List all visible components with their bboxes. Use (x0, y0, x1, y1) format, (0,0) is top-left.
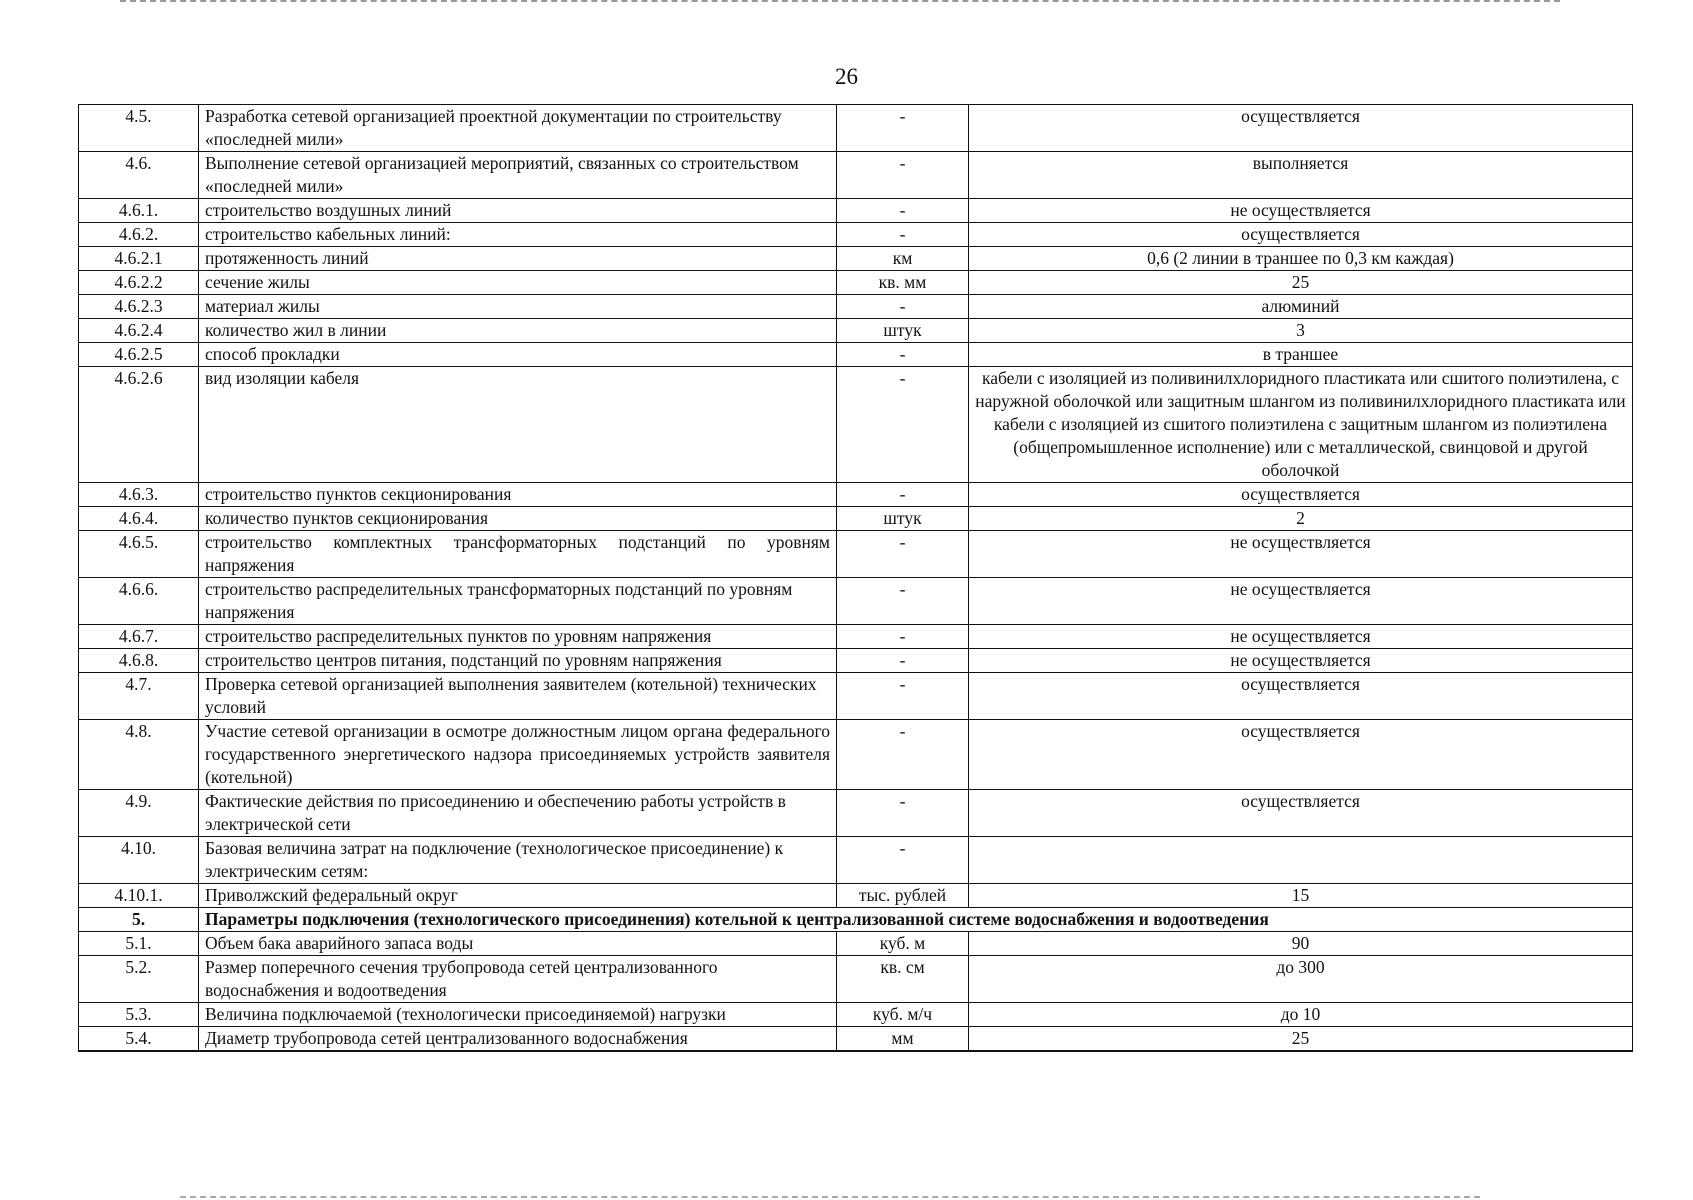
row-unit: - (837, 649, 969, 673)
table-row (79, 483, 1633, 507)
row-name: строительство пунктов секционирования (199, 483, 837, 507)
row-value: до 300 (969, 956, 1633, 1003)
table-row (79, 247, 1633, 271)
table-row (79, 105, 1633, 152)
row-value (969, 837, 1633, 884)
row-value: осуществляется (969, 720, 1633, 790)
table-row (79, 673, 1633, 720)
row-value: не осуществляется (969, 531, 1633, 578)
row-value: 15 (969, 884, 1633, 908)
row-value: не осуществляется (969, 625, 1633, 649)
row-number: 5.3. (79, 1003, 199, 1027)
row-number: 4.6.2.5 (79, 343, 199, 367)
row-number: 4.6.2. (79, 223, 199, 247)
row-unit: - (837, 673, 969, 720)
row-unit: - (837, 720, 969, 790)
row-name: Проверка сетевой организацией выполнения заявителем (котельной) технических условий (199, 673, 837, 720)
row-number: 5.2. (79, 956, 199, 1003)
row-number: 4.6.3. (79, 483, 199, 507)
row-number: 4.6.5. (79, 531, 199, 578)
row-name: строительство распределительных трансформаторных подстанций по уровням напряжения (199, 578, 837, 625)
table-row (79, 1003, 1633, 1027)
row-name: сечение жилы (199, 271, 837, 295)
table-row (79, 578, 1633, 625)
table-row (79, 199, 1633, 223)
row-number: 4.6.6. (79, 578, 199, 625)
table-row (79, 625, 1633, 649)
row-name: вид изоляции кабеля (199, 367, 837, 483)
row-value: 3 (969, 319, 1633, 343)
row-unit: - (837, 790, 969, 837)
row-number: 4.6.2.6 (79, 367, 199, 483)
row-value: осуществляется (969, 483, 1633, 507)
scan-edge-top (120, 0, 1560, 4)
row-unit: - (837, 578, 969, 625)
table-row (79, 932, 1633, 956)
table-row (79, 152, 1633, 199)
row-number: 4.10. (79, 837, 199, 884)
row-value: 2 (969, 507, 1633, 531)
row-name: способ прокладки (199, 343, 837, 367)
row-number: 5.1. (79, 932, 199, 956)
row-number: 4.6.8. (79, 649, 199, 673)
row-number: 4.6.2.1 (79, 247, 199, 271)
row-name: Диаметр трубопровода сетей централизованного водоснабжения (199, 1027, 837, 1052)
row-unit: кв. мм (837, 271, 969, 295)
row-name: Базовая величина затрат на подключение (технологическое присоединение) к электрическим сетям: (199, 837, 837, 884)
row-number: 4.6.2.4 (79, 319, 199, 343)
row-number: 4.7. (79, 673, 199, 720)
row-unit: штук (837, 507, 969, 531)
table-row (79, 837, 1633, 884)
table-row (79, 507, 1633, 531)
row-value: не осуществляется (969, 649, 1633, 673)
row-number: 4.9. (79, 790, 199, 837)
table-row (79, 319, 1633, 343)
row-number: 4.5. (79, 105, 199, 152)
row-unit: - (837, 343, 969, 367)
row-value: осуществляется (969, 223, 1633, 247)
table-row (79, 367, 1633, 483)
scan-edge-bottom (180, 1196, 1480, 1200)
row-unit: - (837, 367, 969, 483)
row-number: 4.6.2.2 (79, 271, 199, 295)
row-unit: штук (837, 319, 969, 343)
row-name: Величина подключаемой (технологически присоединяемой) нагрузки (199, 1003, 837, 1027)
row-name: материал жилы (199, 295, 837, 319)
row-unit: - (837, 625, 969, 649)
table-row (79, 343, 1633, 367)
row-unit: куб. м/ч (837, 1003, 969, 1027)
section-number: 5. (79, 908, 199, 932)
row-name: количество пунктов секционирования (199, 507, 837, 531)
row-value: алюминий (969, 295, 1633, 319)
table-row (79, 295, 1633, 319)
table-row (79, 884, 1633, 908)
row-unit: куб. м (837, 932, 969, 956)
row-value: не осуществляется (969, 578, 1633, 625)
table-row (79, 531, 1633, 578)
row-value: выполняется (969, 152, 1633, 199)
page-number: 26 (835, 64, 858, 89)
section-title: Параметры подключения (технологического присоединения) котельной к централизованной системе водоснабжения и водоотведения (199, 908, 1633, 932)
row-unit: - (837, 531, 969, 578)
parameters-table (78, 104, 1633, 1052)
row-value: 0,6 (2 линии в траншее по 0,3 км каждая) (969, 247, 1633, 271)
table-row (79, 1027, 1633, 1052)
row-name: строительство кабельных линий: (199, 223, 837, 247)
row-name: Приволжский федеральный округ (199, 884, 837, 908)
row-unit: тыс. рублей (837, 884, 969, 908)
row-name: Участие сетевой организации в осмотре должностным лицом органа федерального государственного энергетического надзора присоединяемых устройств заявителя (котельной) (199, 720, 837, 790)
row-name: Объем бака аварийного запаса воды (199, 932, 837, 956)
section-header-row (79, 908, 1633, 932)
row-value: осуществляется (969, 790, 1633, 837)
row-number: 5.4. (79, 1027, 199, 1052)
row-value: 25 (969, 271, 1633, 295)
row-unit: - (837, 152, 969, 199)
table-row (79, 271, 1633, 295)
row-name: строительство распределительных пунктов по уровням напряжения (199, 625, 837, 649)
row-unit: - (837, 105, 969, 152)
row-number: 4.6.1. (79, 199, 199, 223)
row-unit: мм (837, 1027, 969, 1052)
row-number: 4.6.4. (79, 507, 199, 531)
table-row (79, 720, 1633, 790)
table-row (79, 790, 1633, 837)
row-value: не осуществляется (969, 199, 1633, 223)
row-value: 25 (969, 1027, 1633, 1052)
table-row (79, 223, 1633, 247)
row-value: 90 (969, 932, 1633, 956)
row-name: Разработка сетевой организацией проектной документации по строительству «последней мили» (199, 105, 837, 152)
row-number: 4.10.1. (79, 884, 199, 908)
row-value: осуществляется (969, 673, 1633, 720)
row-unit: - (837, 223, 969, 247)
table-row (79, 956, 1633, 1003)
row-number: 4.8. (79, 720, 199, 790)
row-name: Размер поперечного сечения трубопровода сетей централизованного водоснабжения и водоотведения (199, 956, 837, 1003)
row-name: протяженность линий (199, 247, 837, 271)
row-number: 4.6.7. (79, 625, 199, 649)
row-name: строительство воздушных линий (199, 199, 837, 223)
row-name: количество жил в линии (199, 319, 837, 343)
row-value: кабели с изоляцией из поливинилхлоридного пластиката или сшитого полиэтилена, с наружной оболочкой или защитным шлангом из поливинилхлоридного пластиката или кабели с изоляцией из сшитого полиэтилена с защитным шлангом из полиэтилена (общепромышленное исполнение) или с металлической, свинцовой и другой оболочкой (969, 367, 1633, 483)
row-value: в траншее (969, 343, 1633, 367)
row-unit: - (837, 837, 969, 884)
row-value: осуществляется (969, 105, 1633, 152)
row-value: до 10 (969, 1003, 1633, 1027)
row-unit: - (837, 199, 969, 223)
table-row (79, 649, 1633, 673)
row-name: Фактические действия по присоединению и обеспечению работы устройств в электрической сети (199, 790, 837, 837)
row-number: 4.6.2.3 (79, 295, 199, 319)
row-name: строительство центров питания, подстанций по уровням напряжения (199, 649, 837, 673)
row-unit: кв. см (837, 956, 969, 1003)
row-unit: км (837, 247, 969, 271)
row-name: строительство комплектных трансформаторных подстанций по уровням напряжения (199, 531, 837, 578)
row-number: 4.6. (79, 152, 199, 199)
row-unit: - (837, 295, 969, 319)
row-name: Выполнение сетевой организацией мероприятий, связанных со строительством «последней мили» (199, 152, 837, 199)
row-unit: - (837, 483, 969, 507)
